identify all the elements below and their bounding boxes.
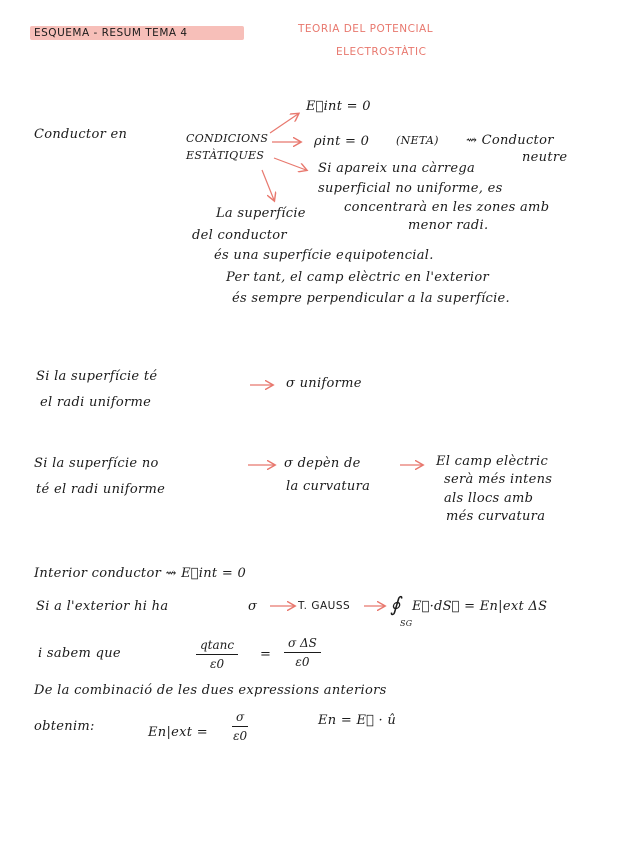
- topic-title-line1: TEORIA DEL POTENCIAL: [298, 23, 434, 35]
- neutre-line2: neutre: [522, 150, 568, 165]
- neta-text: (NETA): [396, 134, 439, 147]
- sigma-depen-line1: σ depèn de: [284, 456, 361, 471]
- fraction-sigma-ds-den: ε0: [295, 655, 310, 669]
- fraction-sigma-den: ε0: [233, 729, 248, 743]
- integral-subscript: SG: [400, 619, 413, 628]
- en-ext-label: En|ext =: [148, 725, 208, 740]
- sigma-depen-line2: la curvatura: [286, 479, 371, 494]
- conductor-label: Conductor en: [34, 127, 128, 142]
- radi-no-uniforme-line1: Si la superfície no: [34, 456, 159, 471]
- gauss-flux: E⃗·dS⃗ = En|ext ΔS: [412, 599, 548, 614]
- fraction-sigma-eps: [232, 710, 248, 743]
- sabem-text: i sabem que: [38, 646, 121, 661]
- gauss-label: T. GAUSS: [298, 600, 351, 612]
- page-title: ESQUEMA - RESUM TEMA 4: [34, 27, 188, 39]
- interior-conductor: Interior conductor ⇝ E⃗int = 0: [34, 566, 247, 581]
- superficie-line3: és una superfície equipotencial.: [214, 248, 434, 263]
- fraction-sigma-ds: [284, 636, 321, 669]
- fraction-q-num: qtanc: [196, 638, 238, 655]
- superficie-line2: del conductor: [192, 228, 287, 243]
- camp-line3: als llocs amb: [444, 491, 534, 506]
- fraction-sigma-num: σ: [232, 710, 248, 727]
- obtenim-text: obtenim:: [34, 719, 95, 734]
- sigma-symbol: σ: [248, 599, 258, 614]
- carrega-line1: Si apareix una càrrega: [318, 161, 476, 176]
- sigma-uniforme: σ uniforme: [286, 376, 362, 391]
- carrega-line2: superficial no uniforme, es: [318, 181, 503, 196]
- eint-text: E⃗int = 0: [306, 99, 371, 114]
- carrega-line4: menor radi.: [408, 218, 489, 233]
- arrow-carrega: [274, 158, 306, 170]
- fraction-sigma-ds-num: σ ΔS: [284, 636, 321, 653]
- condicions-label: CONDICIONS: [186, 132, 269, 145]
- superficie-line1: La superfície: [216, 206, 306, 221]
- radi-no-uniforme-line2: té el radi uniforme: [36, 482, 166, 497]
- arrow-superficie: [262, 170, 274, 200]
- radi-uniforme-line2: el radi uniforme: [40, 395, 152, 410]
- qint-text: ρint = 0: [314, 134, 370, 149]
- camp-line4: més curvatura: [446, 509, 546, 524]
- integral-symbol: ∮: [390, 592, 401, 616]
- camp-line2: serà més intens: [444, 472, 553, 487]
- equals-sign: =: [260, 647, 272, 662]
- radi-uniforme-line1: Si la superfície té: [36, 369, 158, 384]
- estatiques-label: ESTÀTIQUES: [186, 149, 265, 162]
- superficie-line4: Per tant, el camp elèctric en l'exterior: [226, 270, 489, 285]
- neutre-line1: ⇝ Conductor: [466, 133, 554, 148]
- exterior-text: Si a l'exterior hi ha: [36, 599, 169, 614]
- fraction-q-eps: [196, 638, 238, 671]
- superficie-line5: és sempre perpendicular a la superfície.: [232, 291, 510, 306]
- fraction-q-den: ε0: [210, 657, 225, 671]
- carrega-line3: concentrarà en les zones amb: [344, 200, 550, 215]
- camp-line1: El camp elèctric: [436, 454, 549, 469]
- topic-title-line2: ELECTROSTÀTIC: [336, 46, 427, 58]
- en-definition: En = E⃗ · û: [318, 713, 397, 728]
- combinacio-text: De la combinació de les dues expressions anteriors: [34, 683, 387, 698]
- arrow-eint: [270, 114, 298, 133]
